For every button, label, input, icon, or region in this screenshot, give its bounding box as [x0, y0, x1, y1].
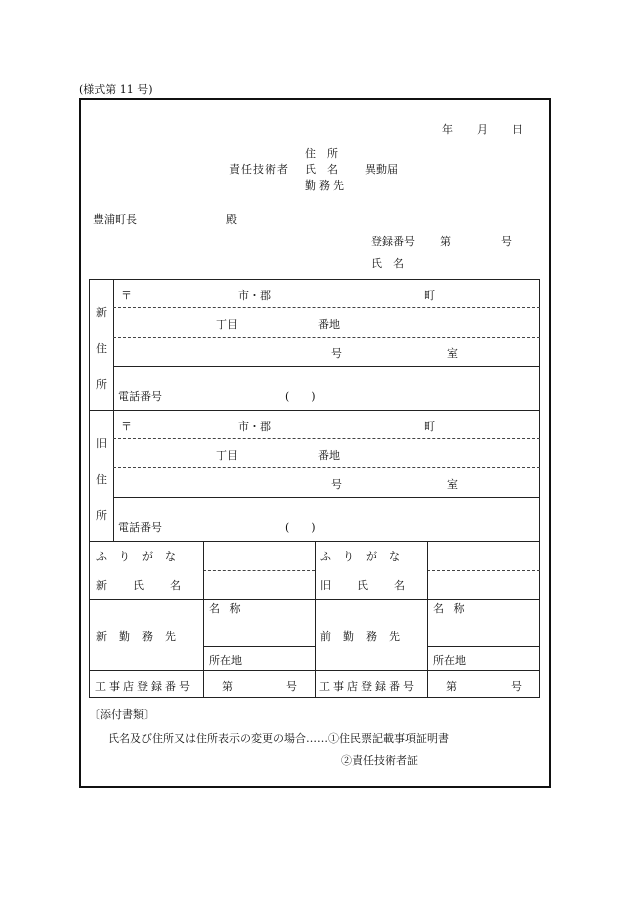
- old-address-label-3: 所: [96, 509, 107, 522]
- old-name-label: 旧氏名: [320, 579, 431, 592]
- date-year: 年: [442, 123, 453, 136]
- new-city: 市・郡: [238, 289, 271, 302]
- old-address-label-1: 旧: [96, 437, 107, 450]
- addressee-honorific: 殿: [226, 213, 237, 226]
- form-number: (様式第 11 号): [79, 83, 153, 96]
- registration-label: 登録番号: [371, 235, 415, 248]
- new-town: 町: [424, 289, 435, 302]
- old-contractor-go: 号: [511, 680, 522, 693]
- date-day: 日: [512, 123, 523, 136]
- old-contractor-reg-label: 工事店登録番号: [319, 680, 417, 693]
- date-month: 月: [477, 123, 488, 136]
- old-address-label-2: 住: [96, 473, 107, 486]
- new-furigana-label: ふりがな: [96, 550, 188, 563]
- old-banchi: 番地: [318, 449, 340, 462]
- old-city: 市・郡: [238, 420, 271, 433]
- new-postal-mark: 〒: [121, 289, 132, 302]
- new-contractor-reg-label: 工事店登録番号: [95, 680, 193, 693]
- new-workplace-label: 新勤務先: [96, 630, 188, 643]
- attachments-line-1: 氏名及び住所又は住所表示の変更の場合……①住民票記載事項証明書: [108, 732, 449, 745]
- new-workplace-name-label: 名 称: [209, 602, 244, 615]
- registration-dai: 第: [440, 235, 451, 248]
- old-go: 号: [331, 478, 342, 491]
- new-address-label-3: 所: [96, 378, 107, 391]
- title-line-name: 氏 名: [305, 163, 338, 176]
- new-workplace-location-label: 所在地: [209, 654, 242, 667]
- old-contractor-dai: 第: [446, 680, 457, 693]
- old-town: 町: [424, 420, 435, 433]
- old-workplace-label: 前勤務先: [320, 630, 412, 643]
- registration-go: 号: [501, 235, 512, 248]
- old-room: 室: [447, 478, 458, 491]
- applicant-name-label: 氏 名: [371, 257, 404, 270]
- new-contractor-dai: 第: [222, 680, 233, 693]
- new-name-label: 新氏名: [96, 579, 207, 592]
- old-chome: 丁目: [216, 449, 238, 462]
- old-postal-mark: 〒: [121, 420, 132, 433]
- title-prefix: 責任技術者: [229, 163, 289, 176]
- new-contractor-go: 号: [286, 680, 297, 693]
- new-address-label-2: 住: [96, 342, 107, 355]
- old-phone-paren: ( ): [285, 521, 316, 534]
- old-workplace-location-label: 所在地: [433, 654, 466, 667]
- title-suffix: 異動届: [365, 163, 398, 176]
- new-room: 室: [447, 347, 458, 360]
- new-chome: 丁目: [216, 318, 238, 331]
- new-go: 号: [331, 347, 342, 360]
- attachments-header: 〔添付書類〕: [89, 708, 155, 721]
- addressee-name: 豊浦町長: [93, 213, 137, 226]
- attachments-line-2: ②責任技術者証: [341, 754, 418, 767]
- title-line-address: 住 所: [305, 147, 338, 160]
- new-address-label-1: 新: [96, 306, 107, 319]
- old-phone-label: 電話番号: [118, 521, 162, 534]
- new-phone-label: 電話番号: [118, 390, 162, 403]
- old-workplace-name-label: 名 称: [433, 602, 468, 615]
- title-line-workplace: 勤務先: [305, 179, 347, 192]
- old-furigana-label: ふりがな: [320, 550, 412, 563]
- new-phone-paren: ( ): [285, 390, 316, 403]
- new-banchi: 番地: [318, 318, 340, 331]
